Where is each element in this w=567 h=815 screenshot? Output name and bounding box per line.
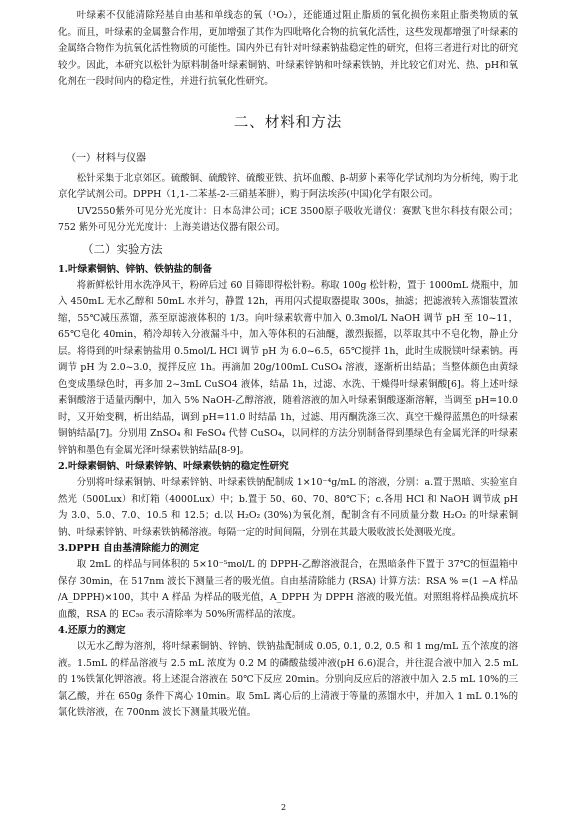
instruments-paragraph: UV2550紫外可见分光光度计：日本岛津公司；iCE 3500原子吸收光谱仪：赛默飞世尔科技有限公司；752 紫外可见分光光度计：上海美谱达仪器有限公司。 — [58, 205, 518, 233]
method-2-heading: 2.叶绿素铜钠、叶绿素锌钠、叶绿素铁钠的稳定性研究 — [58, 461, 289, 472]
section-title: 二、材料和方法 — [233, 114, 343, 131]
method-4-heading: 4.还原力的测定 — [58, 625, 126, 636]
method-1-paragraph: 将新鲜松针用水洗净风干，粉碎后过 60 目筛即得松针粉。称取 100g 松针粉，置于 1000mL 烧瓶中，加入 450mL 无水乙醇和 50mL 水并匀，静置 12h，再用闪式提取器提取 300s，抽滤；把滤液转入蒸馏装置浓缩，55℃减压蒸馏，蒸至原滤液体积的 1/3。向叶绿素软膏中加入 0.3mol/L NaOH 调节 pH 至 10~11，65℃皂化 40min，稍冷却转入分液漏斗中，加入等体积的石油醚，激烈振摇，以萃取其中不皂化物，静止分层。将得到的叶绿素钠盐用 0.5mol/L HCl 调节 pH 为 6.0~6.5，65℃搅拌 1h，此时生成脱镁叶绿素钠。再调节 pH 为 2.0~3.0，搅拌反应 1h。再滴加 20g/100mL CuSO₄ 溶液，逐渐析出结晶；当整体颜色由黄绿色变成墨绿色时，再多加 2~3mL CuSO4 液体，结晶 1h，过滤、水洗、干燥得叶绿素铜酸[6]。将上述叶绿素铜酸溶于适量丙酮中，加入 5% NaOH-乙醇溶液，随着溶液的加入叶绿素铜酸逐渐溶解，当调至 pH=10.0 时，又开始变稠，析出结晶，调到 pH=11.0 时结晶 1h，过滤、用丙酮洗涤三次、真空干燥得蓝黑色的叶绿素铜钠结晶[7]。分别用 ZnSO₄ 和 FeSO₄ 代替 CuSO₄，以同样的方法分别制备得到墨绿色有金属光泽的叶绿素锌钠和墨色有金属光泽叶绿素铁钠结晶[8-9]。 — [58, 279, 518, 456]
method-2-paragraph: 分别将叶绿素铜钠、叶绿素锌钠、叶绿素铁钠配制成 1×10⁻⁴g/mL 的溶液，分别：a.置于黑暗、实验室自然光（500Lux）和灯箱（4000Lux）中；b.置于 50、60、70、80℃下；c.各用 HCl 和 NaOH 调节成 pH 为 3.0、5.0、7.0、10.5 和 12.5；d.以 H₂O₂ (30%)为氧化剂，配制含有不同质量分数 H₂O₂ 的叶绿素铜钠、叶绿素锌钠、叶绿素铁钠稀溶液。每隔一定的时间间隔，分别在其最大吸收波长处测吸光度。 — [58, 477, 518, 538]
page-body — [58, 8, 518, 722]
intro-paragraph: 叶绿素不仅能清除羟基自由基和单线态的氧（¹O₂），还能通过阻止脂质的氧化损伤来阻止脂类物质的氧化。而且，叶绿素的金属螯合作用，更加增强了其作为四吡咯化合物的抗氧化活性，这些发现都增强了叶绿素的金属络合物作为抗氧化活性物质的可能性。国内外已有针对叶绿素钠盐稳定性的研究，但将三者进行对比的研究较少。因此，本研究以松针为原料制备叶绿素铜钠、叶绿素锌钠和叶绿素铁钠，并比较它们对光、热、pH和氧化剂在一段时间内的稳定性，并进行抗氧化性研究。 — [58, 10, 518, 87]
subsection-methods-title: （二）实验方法 — [82, 241, 163, 256]
page-number: 2 — [280, 803, 287, 812]
subsection-materials-title: （一）材料与仪器 — [66, 152, 146, 164]
method-1-heading: 1.叶绿素铜钠、锌钠、铁钠盐的制备 — [58, 263, 212, 275]
method-4-paragraph: 以无水乙醇为溶剂，将叶绿素铜钠、锌钠、铁钠盐配制成 0.05, 0.1, 0.2, 0.5 和 1 mg/mL 五个浓度的溶液。1.5mL 的样品溶液与 2.5 mL 浓度为 0.2 M 的磷酸盐缓冲液(pH 6.6)混合，并往混合液中加入 2.5 mL 的 1%铁氰化钾溶液。将上述混合溶液在 50℃下反应 20min。分别向反应后的溶液中加入 2.5 mL 10%的三氯乙酸，并在 650g 条件下离心 10min。取 5mL 离心后的上清液于等量的蒸馏水中，并加入 1 mL 0.1%的氯化铁溶液，在 700nm 波长下测量其吸光值。 — [58, 641, 518, 718]
method-3-heading: 3.DPPH 自由基清除能力的测定 — [58, 543, 200, 554]
materials-paragraph: 松针采集于北京郊区。硫酸铜、硫酸锌、硫酸亚铁、抗坏血酸、β-胡萝卜素等化学试剂均为分析纯，购于北京化学试剂公司。DPPH（1,1-二苯基-2-三硝基苯肼），购于阿法埃莎(中国)化学有限公司。 — [58, 172, 518, 200]
method-3-paragraph: 取 2mL 的样品与同体积的 5×10⁻⁵mol/L 的 DPPH-乙醇溶液混合，在黑暗条件下置于 37℃的恒温箱中保存 30min，在 517nm 波长下测量三者的吸光值。自由基清除能力 (RSA) 计算方法：RSA % =(1 −A 样品 /A_DPPH)×100，其中 A 样品 为样品的吸光值，A_DPPH 为 DPPH 溶液的吸光值。对照组将样品换成抗坏血酸，RSA 的 EC₅₀ 表示清除率为 50%所需样品的浓度。 — [58, 559, 518, 620]
